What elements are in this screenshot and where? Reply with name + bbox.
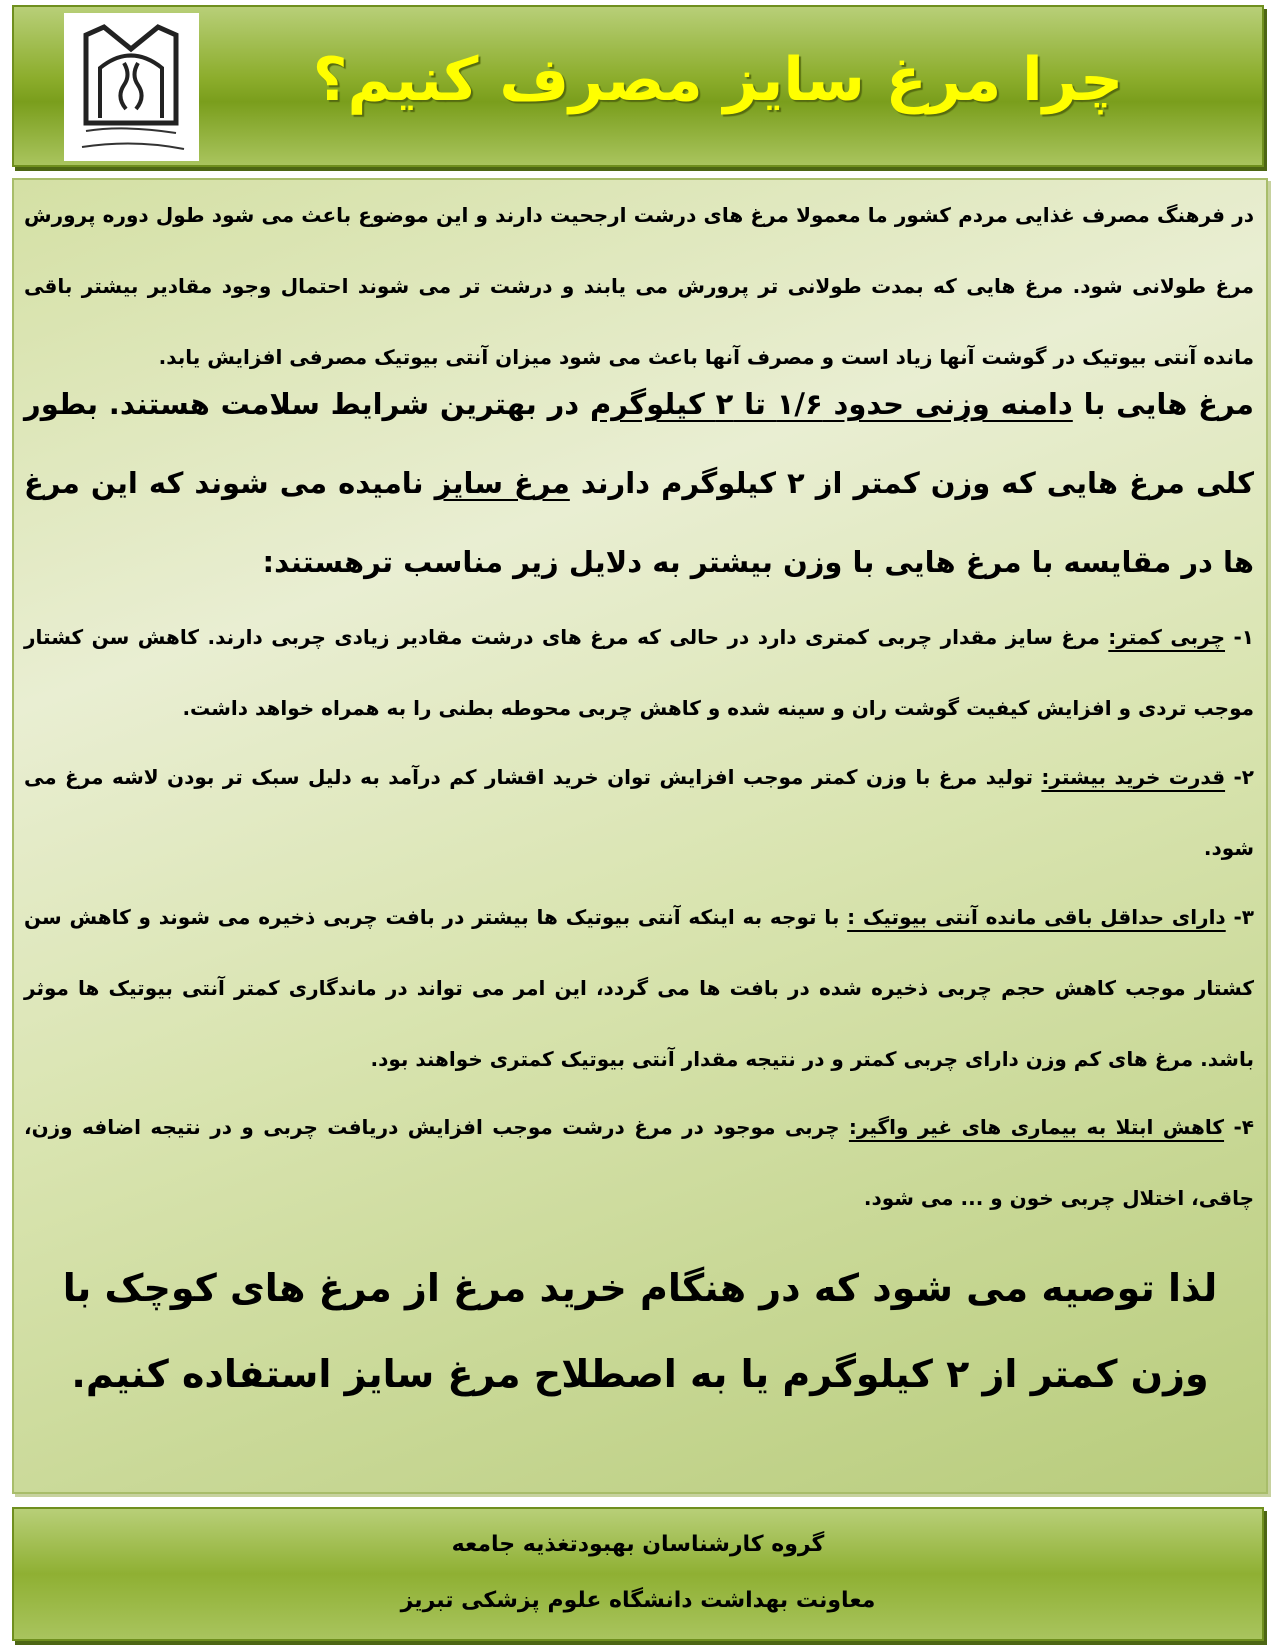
footer-group-name: گروه کارشناسان بهبودتغذیه جامعه bbox=[451, 1532, 825, 1557]
reason-4 bbox=[24, 1092, 1254, 1234]
definition-text: مرغ هایی با bbox=[1072, 387, 1254, 421]
reason-text: چربی موجود در مرغ درشت موجب افزایش دریافت چربی و در نتیجه اضافه وزن، چاقی، اختلال چربی خون و ... می شود. bbox=[24, 1115, 1254, 1210]
definition-paragraph bbox=[24, 365, 1254, 602]
page-title: چرا مرغ سایز مصرف کنیم؟ bbox=[312, 45, 1124, 115]
reason-number: ۱- bbox=[1225, 625, 1255, 649]
reason-3 bbox=[24, 882, 1254, 1095]
definition-text: نامیده می شوند که این مرغ ها در مقایسه با مرغ هایی با وزن بیشتر به دلایل زیر مناسب ترهستند: bbox=[24, 466, 1254, 579]
header-banner bbox=[12, 5, 1264, 167]
reason-1 bbox=[24, 602, 1254, 744]
conclusion: لذا توصیه می شود که در هنگام خرید مرغ از مرغ های کوچک با وزن کمتر از ۲ کیلوگرم یا به اصطلاح مرغ سایز استفاده کنیم. bbox=[62, 1266, 1218, 1396]
definition-text: در بهترین شرایط سلامت هستند. بطور کلی مرغ هایی که وزن کمتر از ۲ کیلوگرم دارند bbox=[24, 387, 1254, 500]
reason-text: تولید مرغ با وزن کمتر موجب افزایش توان خرید اقشار کم درآمد به دلیل سبک تر بودن لاشه مرغ می شود. bbox=[24, 765, 1254, 860]
weight-range-highlight: دامنه وزنی حدود ۱/۶ تا ۲ کیلوگرم bbox=[589, 387, 1073, 421]
reason-heading: کاهش ابتلا به بیماری های غیر واگیر: bbox=[848, 1115, 1225, 1139]
reason-heading: دارای حداقل باقی مانده آنتی بیوتیک : bbox=[847, 905, 1226, 929]
footer-banner bbox=[12, 1507, 1264, 1641]
reason-number: ۴- bbox=[1224, 1115, 1255, 1139]
reason-heading: چربی کمتر: bbox=[1108, 625, 1226, 649]
size-chicken-highlight: مرغ سایز bbox=[434, 466, 570, 500]
reason-heading: قدرت خرید بیشتر: bbox=[1041, 765, 1226, 789]
content-panel bbox=[12, 178, 1268, 1494]
reason-2 bbox=[24, 742, 1254, 884]
footer-organization: معاونت بهداشت دانشگاه علوم پزشکی تبریز bbox=[400, 1588, 876, 1613]
reason-number: ۲- bbox=[1225, 765, 1255, 789]
reason-number: ۳- bbox=[1225, 905, 1255, 929]
university-logo bbox=[64, 13, 199, 161]
reason-text: مرغ سایز مقدار چربی کمتری دارد در حالی که مرغ های درشت مقادیر زیادی چربی دارند. کاهش سن کشتار موجب تردی و افزایش کیفیت گوشت ران و سینه شده و کاهش چربی محوطه بطنی را به همراه خواهد داشت. bbox=[24, 625, 1254, 720]
intro-paragraph: در فرهنگ مصرف غذایی مردم کشور ما معمولا مرغ های درشت ارجحیت دارند و این موضوع باعث می شود طول دوره پرورش مرغ طولانی شود. مرغ هایی که بمدت طولانی تر پرورش می یابند و درشت تر می شوند احتمال وجود مقادیر بیشتر باقی مانده آنتی بیوتیک در گوشت آنها زیاد است و مصرف آنها باعث می شود میزان آنتی بیوتیک مصرفی افزایش یابد. bbox=[24, 203, 1254, 369]
reason-text: با توجه به اینکه آنتی بیوتیک ها بیشتر در بافت چربی ذخیره می شوند و کاهش سن کشتار موجب کاهش حجم چربی ذخیره شده در بافت ها می گردد، این امر می تواند در ماندگاری کمتر آنتی بیوتیک ها موثر باشد. مرغ های کم وزن دارای چربی کمتر و در نتیجه مقدار آنتی بیوتیک کمتری خواهند بود. bbox=[24, 905, 1254, 1071]
